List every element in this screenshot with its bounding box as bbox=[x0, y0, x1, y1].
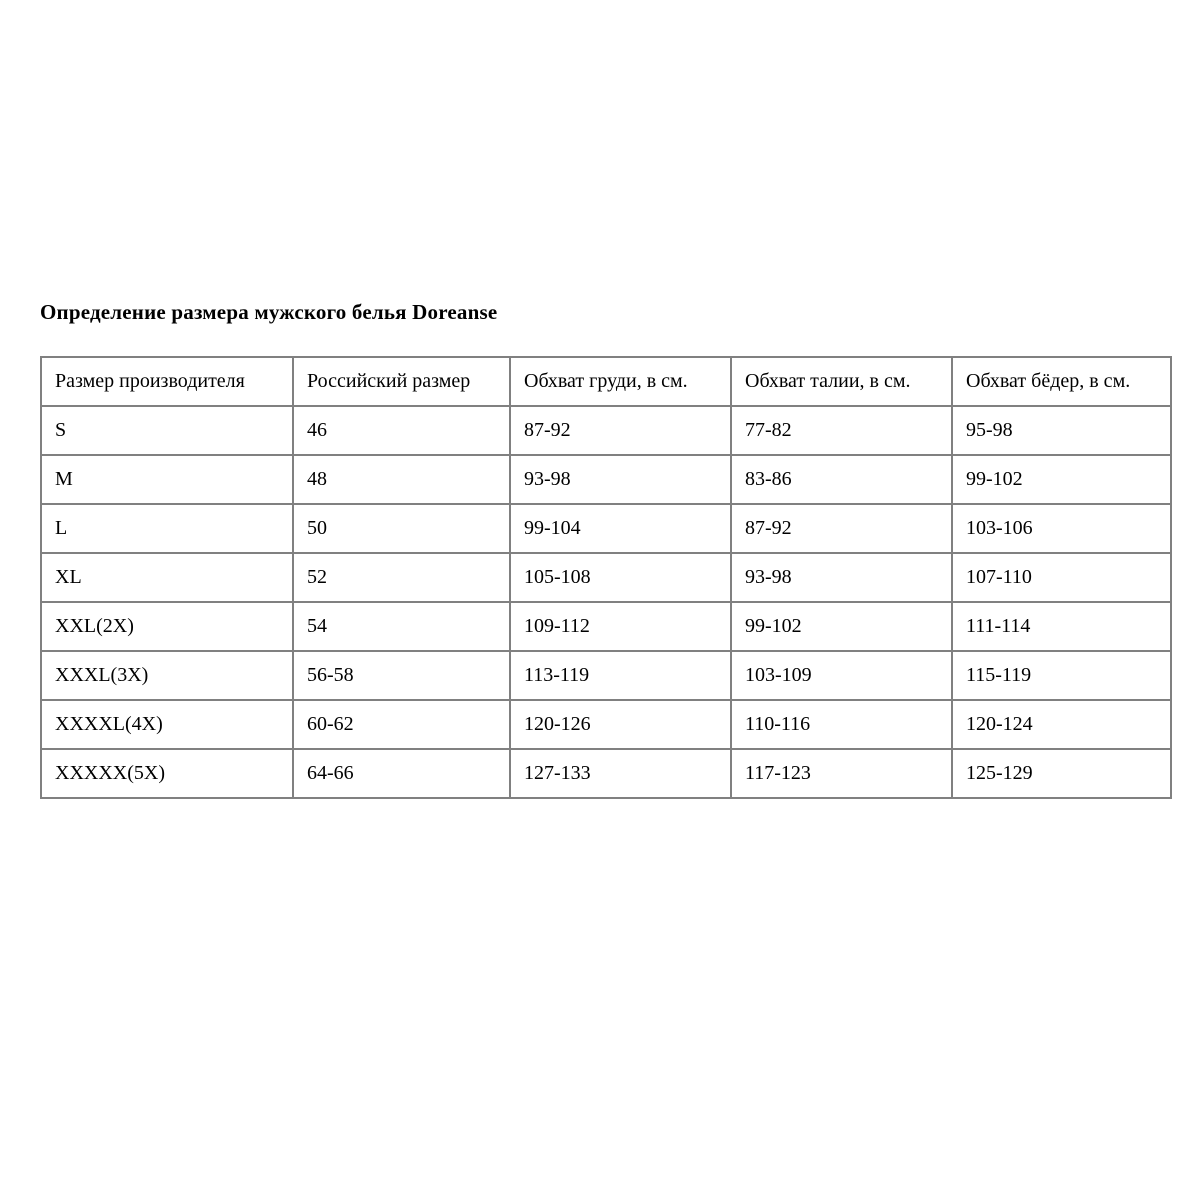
table-cell: S bbox=[41, 406, 293, 455]
table-cell: 99-102 bbox=[731, 602, 952, 651]
table-row bbox=[41, 406, 1171, 455]
table-cell: XL bbox=[41, 553, 293, 602]
table-row bbox=[41, 553, 1171, 602]
table-cell: 77-82 bbox=[731, 406, 952, 455]
column-header: Обхват груди, в см. bbox=[510, 357, 731, 406]
table-row bbox=[41, 651, 1171, 700]
table-cell: 48 bbox=[293, 455, 510, 504]
table-cell: 111-114 bbox=[952, 602, 1171, 651]
table-row bbox=[41, 455, 1171, 504]
table-row bbox=[41, 749, 1171, 798]
table-cell: XXXXL(4X) bbox=[41, 700, 293, 749]
table-row bbox=[41, 602, 1171, 651]
table-cell: 103-109 bbox=[731, 651, 952, 700]
table-cell: 54 bbox=[293, 602, 510, 651]
column-header: Обхват бёдер, в см. bbox=[952, 357, 1171, 406]
column-header: Размер производителя bbox=[41, 357, 293, 406]
table-row bbox=[41, 700, 1171, 749]
table-cell: 93-98 bbox=[731, 553, 952, 602]
table-cell: XXXL(3X) bbox=[41, 651, 293, 700]
table-header-row bbox=[41, 357, 1171, 406]
table-cell: XXXXX(5X) bbox=[41, 749, 293, 798]
table-cell: 64-66 bbox=[293, 749, 510, 798]
table-cell: 109-112 bbox=[510, 602, 731, 651]
table-cell: 107-110 bbox=[952, 553, 1171, 602]
column-header: Обхват талии, в см. bbox=[731, 357, 952, 406]
table-cell: 99-102 bbox=[952, 455, 1171, 504]
size-chart-table bbox=[40, 356, 1172, 799]
table-row bbox=[41, 504, 1171, 553]
table-cell: 95-98 bbox=[952, 406, 1171, 455]
table-cell: 127-133 bbox=[510, 749, 731, 798]
table-cell: 50 bbox=[293, 504, 510, 553]
table-cell: 115-119 bbox=[952, 651, 1171, 700]
table-cell: 110-116 bbox=[731, 700, 952, 749]
table-cell: 120-126 bbox=[510, 700, 731, 749]
table-cell: 56-58 bbox=[293, 651, 510, 700]
table-cell: XXL(2X) bbox=[41, 602, 293, 651]
table-cell: 46 bbox=[293, 406, 510, 455]
table-cell: 83-86 bbox=[731, 455, 952, 504]
table-cell: 113-119 bbox=[510, 651, 731, 700]
table-cell: 117-123 bbox=[731, 749, 952, 798]
table-cell: 120-124 bbox=[952, 700, 1171, 749]
table-cell: 87-92 bbox=[731, 504, 952, 553]
table-cell: 93-98 bbox=[510, 455, 731, 504]
table-cell: L bbox=[41, 504, 293, 553]
table-cell: M bbox=[41, 455, 293, 504]
table-cell: 125-129 bbox=[952, 749, 1171, 798]
table-cell: 105-108 bbox=[510, 553, 731, 602]
table-cell: 60-62 bbox=[293, 700, 510, 749]
table-cell: 103-106 bbox=[952, 504, 1171, 553]
column-header: Российский размер bbox=[293, 357, 510, 406]
table-cell: 87-92 bbox=[510, 406, 731, 455]
table-cell: 52 bbox=[293, 553, 510, 602]
table-cell: 99-104 bbox=[510, 504, 731, 553]
page-title: Определение размера мужского белья Doreanse bbox=[40, 300, 498, 324]
